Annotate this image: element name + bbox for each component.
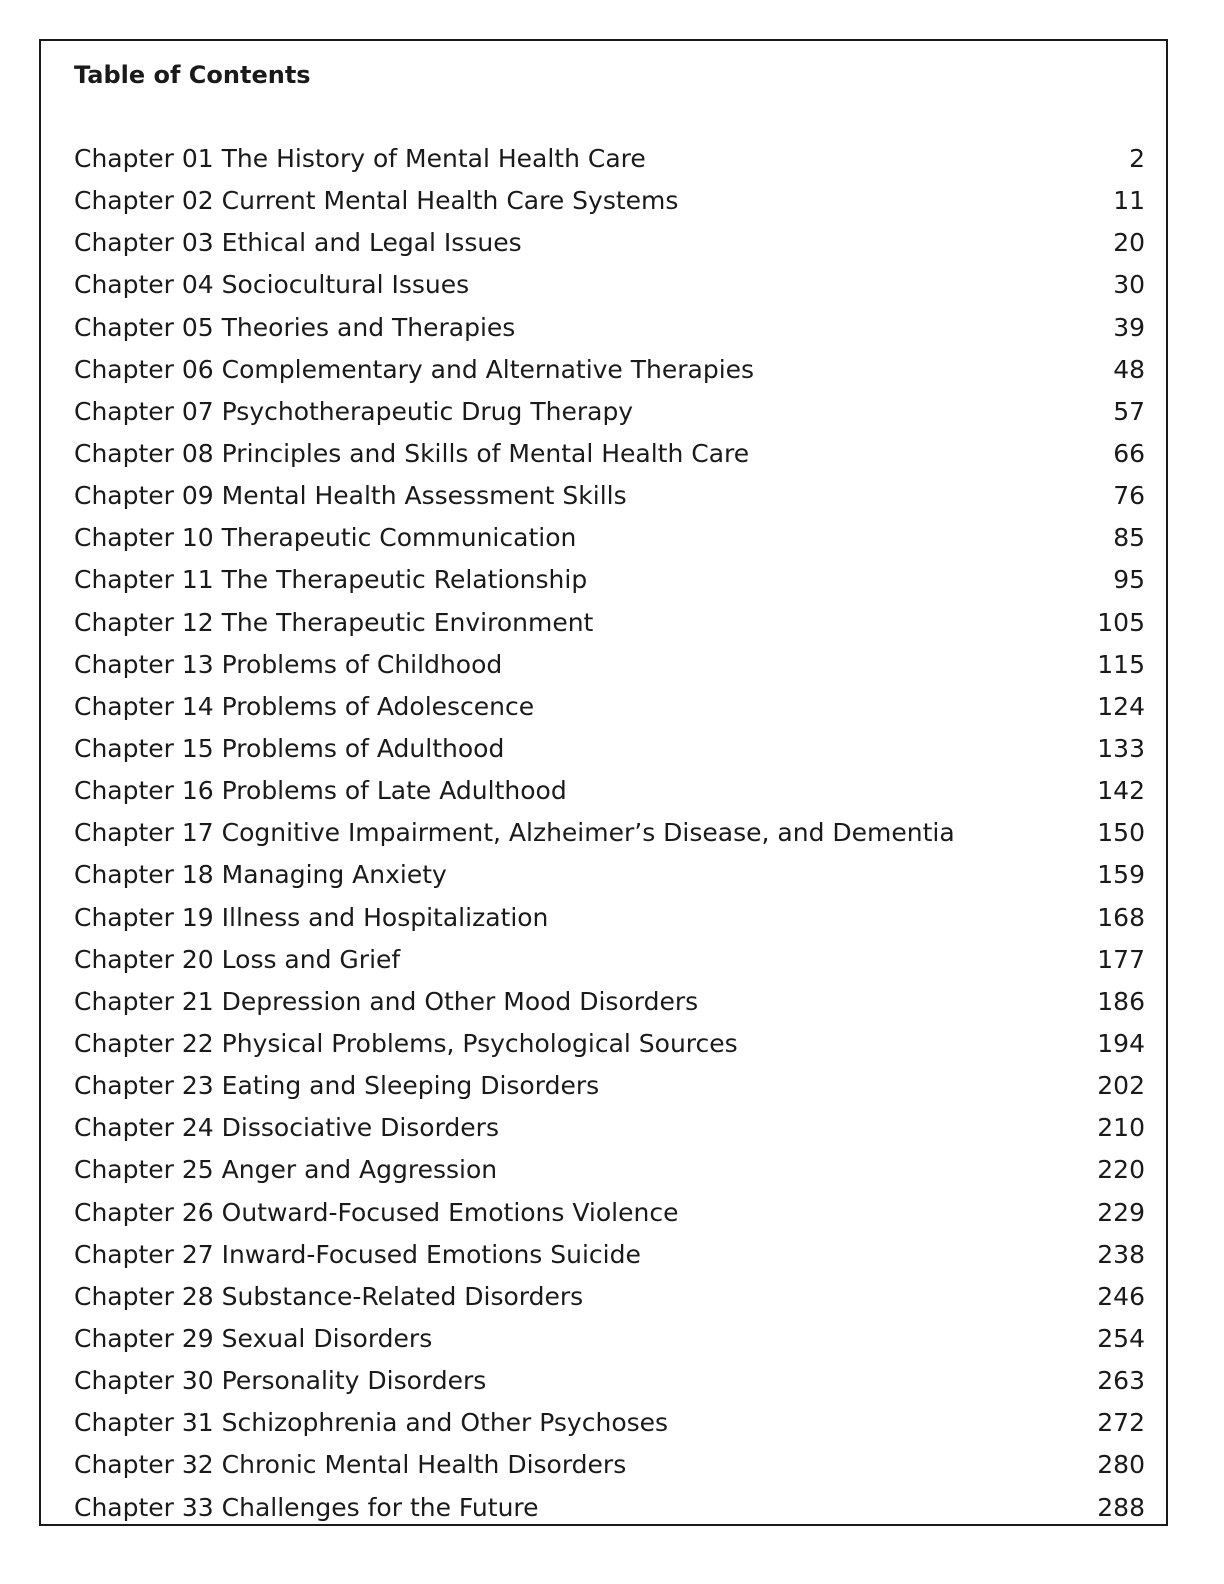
toc-entry bbox=[74, 1023, 1145, 1065]
toc-entry bbox=[74, 854, 1145, 896]
toc-entry bbox=[74, 433, 1145, 475]
toc-entry-title: Chapter 01 The History of Mental Health Care bbox=[74, 144, 646, 173]
toc-entry-page-number: 142 bbox=[1097, 776, 1145, 806]
toc-entry-title: Chapter 25 Anger and Aggression bbox=[74, 1155, 498, 1185]
toc-entry-page-number: 202 bbox=[1097, 1071, 1145, 1101]
toc-entry-page-number: 238 bbox=[1097, 1239, 1145, 1269]
toc-entry-page-number: 280 bbox=[1097, 1450, 1145, 1480]
toc-entry bbox=[74, 475, 1145, 517]
toc-entry-title: Chapter 03 Ethical and Legal Issues bbox=[74, 228, 522, 258]
toc-entry-title: Chapter 14 Problems of Adolescence bbox=[74, 691, 535, 721]
toc-entry-page-number: 48 bbox=[1113, 354, 1145, 384]
toc-entry-page-number: 66 bbox=[1113, 438, 1145, 468]
toc-entry-page-number: 288 bbox=[1097, 1492, 1145, 1522]
toc-entry-page-number: 124 bbox=[1097, 691, 1145, 721]
toc-entry bbox=[74, 264, 1145, 306]
toc-entry-title: Chapter 10 Therapeutic Communication bbox=[74, 523, 577, 553]
toc-entry bbox=[74, 1402, 1145, 1444]
toc-entry-page-number: 177 bbox=[1097, 944, 1145, 974]
toc-entry bbox=[74, 1360, 1145, 1402]
toc-entry bbox=[74, 939, 1145, 981]
toc-entry-title: Chapter 15 Problems of Adulthood bbox=[74, 733, 505, 763]
toc-entry-title: Chapter 29 Sexual Disorders bbox=[74, 1323, 433, 1353]
toc-entry-page-number: 11 bbox=[1113, 186, 1145, 216]
toc-entry-title: Chapter 02 Current Mental Health Care Systems bbox=[74, 186, 679, 216]
toc-entry-title: Chapter 20 Loss and Grief bbox=[74, 944, 401, 974]
toc-entry bbox=[74, 897, 1145, 939]
toc-entry-title: Chapter 30 Personality Disorders bbox=[74, 1366, 487, 1396]
toc-entry-page-number: 105 bbox=[1097, 607, 1145, 637]
toc-entry-page-number: 85 bbox=[1113, 523, 1145, 553]
toc-entry-title: Chapter 32 Chronic Mental Health Disorders bbox=[74, 1450, 627, 1480]
toc-entry bbox=[74, 1107, 1145, 1149]
toc-entry-page-number: 272 bbox=[1097, 1408, 1145, 1438]
toc-entry-page-number: 263 bbox=[1097, 1366, 1145, 1396]
toc-entry-page-number: 246 bbox=[1097, 1281, 1145, 1311]
toc-entry-page-number: 39 bbox=[1113, 312, 1145, 342]
toc-entry bbox=[74, 812, 1145, 854]
toc-entry-page-number: 194 bbox=[1097, 1028, 1145, 1058]
toc-entry-title: Chapter 33 Challenges for the Future bbox=[74, 1492, 539, 1522]
toc-entry-title: Chapter 05 Theories and Therapies bbox=[74, 312, 516, 342]
toc-entry bbox=[74, 1192, 1145, 1234]
toc-entry-page-number: 20 bbox=[1113, 228, 1145, 258]
toc-entry bbox=[74, 644, 1145, 686]
toc-entry-title: Chapter 09 Mental Health Assessment Skills bbox=[74, 481, 627, 511]
toc-entry bbox=[74, 1276, 1145, 1318]
toc-entry bbox=[74, 1149, 1145, 1191]
toc-entry bbox=[74, 1487, 1145, 1529]
toc-entry bbox=[74, 686, 1145, 728]
toc-entry-title: Chapter 17 Cognitive Impairment, Alzheimer’s Disease, and Dementia bbox=[74, 818, 955, 848]
toc-entry bbox=[74, 728, 1145, 770]
toc-entry bbox=[74, 1444, 1145, 1486]
toc-entry bbox=[74, 1318, 1145, 1360]
toc-entry-page-number: 150 bbox=[1097, 818, 1145, 848]
toc-entry-page-number: 57 bbox=[1113, 396, 1145, 426]
toc-entry bbox=[74, 1234, 1145, 1276]
toc-entry-page-number: 254 bbox=[1097, 1323, 1145, 1353]
toc-entry-title: Chapter 04 Sociocultural Issues bbox=[74, 270, 470, 300]
toc-list bbox=[74, 138, 1145, 1529]
toc-entry-title: Chapter 07 Psychotherapeutic Drug Therapy bbox=[74, 396, 634, 426]
toc-entry-page-number: 159 bbox=[1097, 860, 1145, 890]
toc-entry bbox=[74, 559, 1145, 601]
toc-heading: Table of Contents bbox=[74, 61, 311, 89]
toc-entry-title: Chapter 08 Principles and Skills of Mental Health Care bbox=[74, 438, 750, 468]
toc-entry-page-number: 2 bbox=[1129, 144, 1145, 173]
toc-entry-page-number: 220 bbox=[1097, 1155, 1145, 1185]
toc-entry bbox=[74, 349, 1145, 391]
toc-entry-page-number: 229 bbox=[1097, 1197, 1145, 1227]
toc-entry-page-number: 95 bbox=[1113, 565, 1145, 595]
toc-entry-title: Chapter 28 Substance-Related Disorders bbox=[74, 1281, 584, 1311]
toc-entry-page-number: 76 bbox=[1113, 481, 1145, 511]
toc-entry bbox=[74, 307, 1145, 349]
toc-entry-title: Chapter 23 Eating and Sleeping Disorders bbox=[74, 1071, 600, 1101]
toc-entry bbox=[74, 138, 1145, 180]
toc-entry-title: Chapter 21 Depression and Other Mood Disorders bbox=[74, 986, 699, 1016]
toc-entry-title: Chapter 11 The Therapeutic Relationship bbox=[74, 565, 588, 595]
toc-entry-title: Chapter 22 Physical Problems, Psychological Sources bbox=[74, 1028, 738, 1058]
toc-entry-page-number: 210 bbox=[1097, 1113, 1145, 1143]
toc-entry-page-number: 133 bbox=[1097, 733, 1145, 763]
toc-entry bbox=[74, 180, 1145, 222]
toc-entry-title: Chapter 31 Schizophrenia and Other Psychoses bbox=[74, 1408, 669, 1438]
toc-entry-title: Chapter 24 Dissociative Disorders bbox=[74, 1113, 499, 1143]
toc-entry-title: Chapter 16 Problems of Late Adulthood bbox=[74, 776, 567, 806]
toc-entry bbox=[74, 517, 1145, 559]
toc-entry-page-number: 168 bbox=[1097, 902, 1145, 932]
toc-entry-title: Chapter 26 Outward-Focused Emotions Violence bbox=[74, 1197, 679, 1227]
toc-entry bbox=[74, 770, 1145, 812]
toc-frame bbox=[39, 39, 1168, 1526]
toc-entry-title: Chapter 12 The Therapeutic Environment bbox=[74, 607, 594, 637]
toc-entry bbox=[74, 391, 1145, 433]
toc-entry bbox=[74, 981, 1145, 1023]
toc-entry-title: Chapter 18 Managing Anxiety bbox=[74, 860, 447, 890]
toc-entry-title: Chapter 13 Problems of Childhood bbox=[74, 649, 503, 679]
toc-entry bbox=[74, 222, 1145, 264]
toc-entry-page-number: 115 bbox=[1097, 649, 1145, 679]
toc-entry-page-number: 30 bbox=[1113, 270, 1145, 300]
toc-entry-page-number: 186 bbox=[1097, 986, 1145, 1016]
toc-entry bbox=[74, 1065, 1145, 1107]
toc-entry-title: Chapter 27 Inward-Focused Emotions Suicide bbox=[74, 1239, 641, 1269]
toc-entry-title: Chapter 06 Complementary and Alternative Therapies bbox=[74, 354, 755, 384]
toc-entry-title: Chapter 19 Illness and Hospitalization bbox=[74, 902, 549, 932]
toc-entry bbox=[74, 602, 1145, 644]
